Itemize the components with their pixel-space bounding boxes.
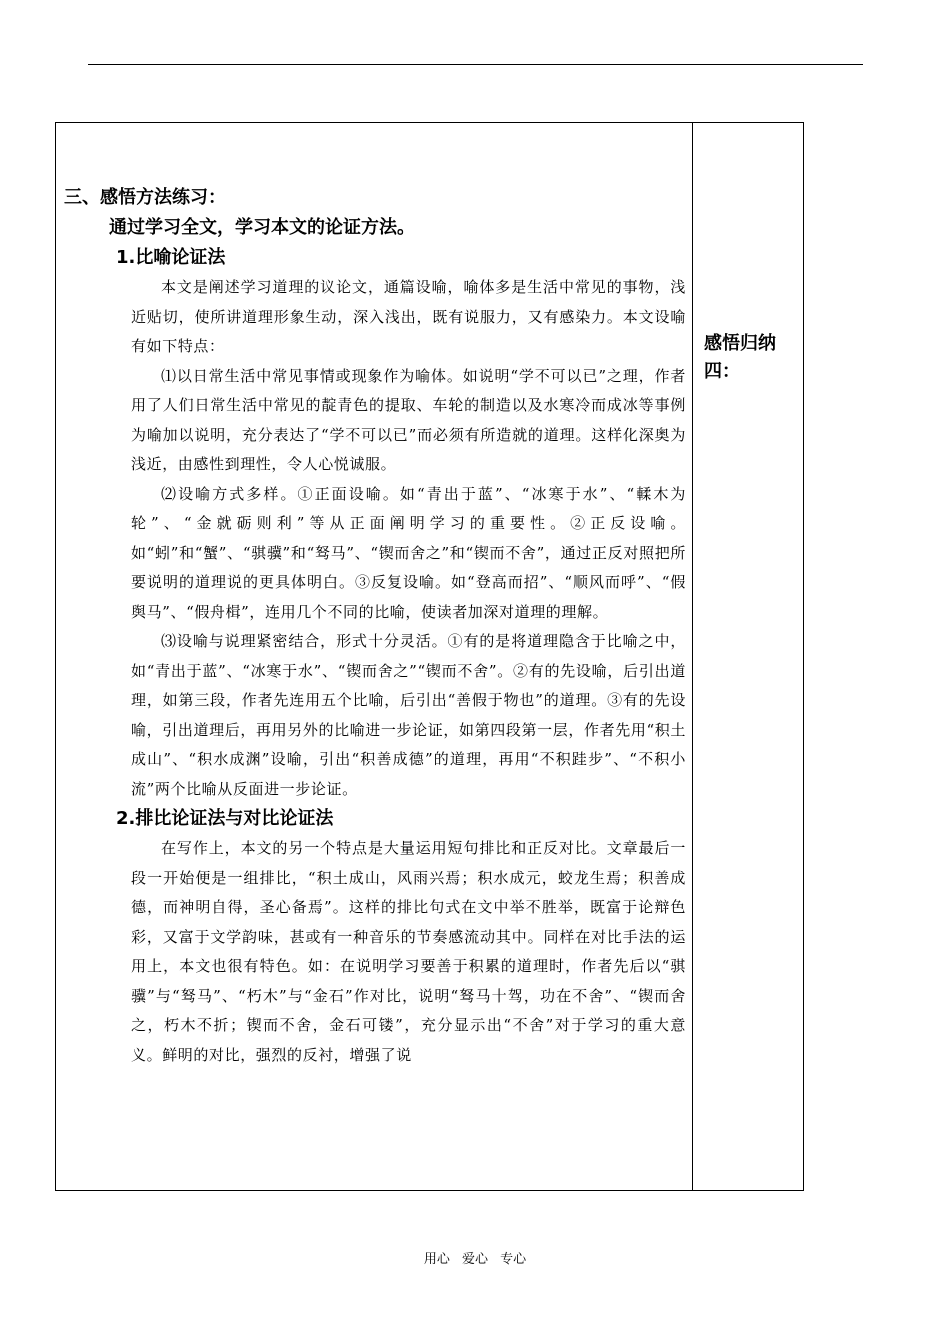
column-divider <box>692 122 693 1191</box>
part1-point3: ⑶设喻与说理紧密结合，形式十分灵活。①有的是将道理隐含于比喻之中，如“青出于蓝”、“冰寒于水”、“锲而舍之”“锲而不舍”。②有的先设喻，后引出道理，如第三段，作者先连用五个比喻，后引出“善假于物也”的道理。③有的先设喻，引出道理后，再用另外的比喻进一步论证，如第四段第一层，作者先用“积土成山”、“积水成渊”设喻，引出“积善成德”的道理，再用“不积跬步”、“不积小流”两个比喻从反面进一步论证。 <box>131 632 686 798</box>
page-footer: 用心 爱心 专心 <box>423 1252 527 1267</box>
header-rule <box>88 64 863 65</box>
part2-title: 2.排比论证法与对比论证法 <box>116 808 334 829</box>
part1-intro: 本文是阐述学习道理的议论文，通篇设喻，喻体多是生活中常见的事物，浅近贴切，使所讲道理形象生动，深入浅出，既有说服力，又有感染力。本文设喻有如下特点： <box>131 278 686 355</box>
main-column <box>64 183 686 1070</box>
part1-point1: ⑴以日常生活中常见事情或现象作为喻体。如说明“学不可以已”之理，作者用了人们日常生活中常见的靛青色的提取、车轮的制造以及水寒冷而成冰等事例为喻加以说明，充分表达了“学不可以已”而必须有所造就的道理。这样化深奥为浅近，由感性到理性，令人心悦诚服。 <box>131 366 686 473</box>
part2-paragraph: 在写作上，本文的另一个特点是大量运用短句排比和正反对比。文章最后一段一开始便是一组排比，“积土成山，风雨兴焉；积水成元，蛟龙生焉；积善成德，而神明自得，圣心备焉”。这样的排比句式在文中举不胜举，既富于论辩色彩，又富于文学韵味，甚或有一种音乐的节奏感流动其中。同样在对比手法的运用上，本文也很有特色。如：在说明学习要善于积累的道理时，作者先后以“骐骥”与“驽马”、“朽木”与“金石”作对比，说明“驽马十驾，功在不舍”、“锲而舍之，朽木不折；锲而不舍，金石可镂”，充分显示出“不舍”对于学习的重大意义。鲜明的对比，强烈的反衬，增强了说 <box>131 839 686 1064</box>
sidebar-label: 感悟归纳四： <box>704 333 776 382</box>
part1-body <box>64 273 686 804</box>
part1-title: 1.比喻论证法 <box>116 247 226 268</box>
part1-point2: ⑵设喻方式多样。①正面设喻。如“青出于蓝”、“冰寒于水”、“輮木为轮”、“金就砺则利”等从正面阐明学习的重要性。②正反设喻。如“蚓”和“蟹”、“骐骥”和“驽马”、“锲而舍之”和“锲而不舍”，通过正反对照把所要说明的道理说的更具体明白。③反复设喻。如“登高而招”、“顺风而呼”、“假舆马”、“假舟楫”，连用几个不同的比喻，使读者加深对道理的理解。 <box>131 484 686 621</box>
section-heading: 三、感悟方法练习： <box>64 187 226 208</box>
part2-body <box>64 834 686 1070</box>
section-subheading: 通过学习全文，学习本文的论证方法。 <box>109 217 415 238</box>
